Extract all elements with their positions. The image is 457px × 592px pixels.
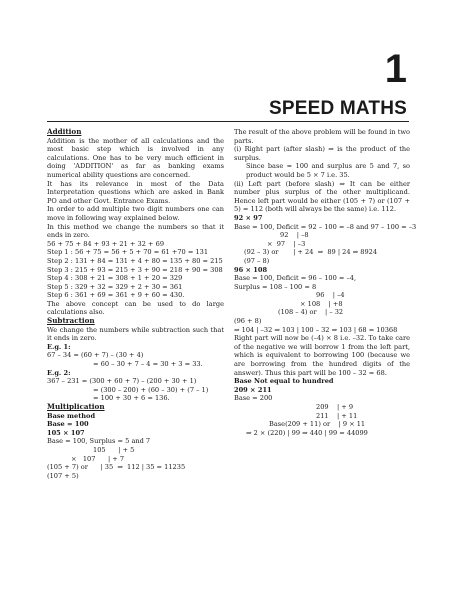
chapter-title: SPEED MATHS: [268, 98, 407, 119]
example-1-line-2: = 60 – 30 + 7 – 4 = 30 + 3 = 33.: [93, 360, 203, 369]
p3-row-4: (96 + 8): [234, 317, 262, 326]
problem-209x211: 209 × 211: [234, 385, 272, 394]
result-item-1-detail: Since base = 100 and surplus are 5 and 7, so product would be 5 × 7 i.e. 35.: [246, 162, 410, 179]
problem-3-result: ⇒ 104 | –32 ⇒ 103 | 100 – 32 ⇒ 103 | 68 = 10368: [234, 325, 398, 334]
p2-row-4: (97 – 8): [244, 256, 270, 265]
example-1-label: E.g. 1:: [47, 342, 71, 351]
problem-96x108: 96 × 108: [234, 265, 268, 274]
example-2-line-1: 367 – 231 = (300 + 60 + 7) – (200 + 30 + 1): [47, 377, 197, 386]
p3-row-3: (108 – 4) or | – 32: [278, 308, 344, 317]
step-line: Step 2 : 131 + 84 = 131 + 4 + 80 = 135 + 80 = 215: [47, 256, 223, 265]
base-100-label: Base = 100: [47, 420, 89, 429]
calc-row-4: (107 + 5): [47, 471, 79, 480]
p4-row-3: Base(209 + 11) or | 9 × 11: [269, 420, 366, 429]
addition-paragraph-4: In this method we change the numbers so that it ends in zero.: [47, 222, 224, 240]
example-2-label: E.g. 2:: [47, 368, 71, 377]
right-column: [234, 128, 417, 437]
step-line: Step 4 : 308 + 21 = 308 + 1 + 20 = 329: [47, 274, 183, 283]
subtraction-heading: Subtraction: [47, 316, 95, 326]
p2-row-2: × 97 | –3: [267, 239, 306, 248]
addition-paragraph-3: In order to add multiple two digit numbers one can move in following way explained below.: [47, 205, 224, 222]
example-2-line-2: = (300 – 200) + (60 – 30) + (7 – 1): [93, 385, 209, 394]
p3-row-1: 96 | –4: [316, 291, 345, 300]
problem-3-surplus: Surplus = 108 – 100 = 8: [234, 282, 317, 291]
addition-paragraph-1: Addition is the mother of all calculations and the most basic step which is involved in any calculations. One has to be very much efficient in doing 'ADDITION' as far as banking exams numerical ability questions are concerned.: [47, 136, 224, 179]
problem-2-base: Base = 100, Deficit = 92 – 100 = –8 and 97 – 100 = –3: [234, 222, 417, 231]
p2-row-1: 92 | –8: [280, 231, 309, 240]
subtraction-paragraph: We change the numbers while subtraction such that it ends in zero.: [47, 325, 224, 343]
step-line: Step 1 : 56 + 75 = 56 + 5 + 70 = 61 +70 = 131: [47, 248, 209, 257]
chapter-number: 1: [384, 47, 407, 91]
p2-row-3: (92 – 3) or | + 24 ⇒ 89 | 24 ⇒ 8924: [244, 248, 378, 257]
problem-3-explanation: Right part will now be (–4) × 8 i.e. –32. To take care of the negative we will borrow 1 from the left part, which is equivalent to borrowing 100 (because we are borrowing from the hundred digits of the answer). Thus this part will be 100 – 32 = 68.: [234, 334, 410, 377]
problem-4-result: ⇒ 2 × (220) | 99 ⇒ 440 | 99 = 44099: [246, 428, 368, 437]
addition-heading: Addition: [47, 127, 82, 136]
step-line: Step 5 : 329 + 32 = 329 + 2 + 30 = 361: [47, 282, 183, 291]
calc-row-2: × 107 | + 7: [71, 454, 125, 463]
addition-problem: 56 + 75 + 84 + 93 + 21 + 32 + 69: [47, 239, 165, 248]
addition-paragraph-2: It has its relevance in most of the Data Interpretation questions which are asked in Bank PO and other Govt. Entrance Exams.: [47, 179, 224, 205]
calc-row-1: 105 | + 5: [93, 445, 135, 454]
left-column: [47, 128, 224, 480]
p4-row-2: 211 | + 11: [316, 411, 358, 420]
title-rule: [47, 121, 409, 122]
result-paragraph: The result of the above problem will be found in two parts.: [234, 128, 410, 145]
example-1-line-1: 67 – 34 = (60 + 7) – (30 + 4): [47, 351, 144, 360]
p4-row-1: 209 | + 9: [316, 403, 354, 411]
addition-conclusion: The above concept can be used to do large calculations also.: [47, 299, 224, 317]
base-not-hundred-heading: Base Not equal to hundred: [234, 377, 334, 386]
problem-4-base: Base = 200: [234, 394, 273, 403]
calc-row-3: (105 + 7) or | 35 ⇒ 112 | 35 = 11235: [47, 463, 186, 472]
problem-3-base: Base = 100, Deficit = 96 – 100 = –4,: [234, 274, 357, 283]
base-surplus-text: Base = 100, Surplus = 5 and 7: [47, 437, 151, 446]
example-2-line-3: = 100 + 30 + 6 = 136.: [93, 394, 170, 403]
step-line: Step 6 : 361 + 69 = 361 + 9 + 60 = 430.: [47, 291, 185, 300]
result-item-1: (i) Right part (after slash) ⇒ is the product of the surplus.: [234, 145, 410, 162]
p3-row-2: × 108 | +8: [300, 299, 343, 308]
problem-92x97: 92 × 97: [234, 213, 263, 222]
multiplication-heading: Multiplication: [47, 402, 105, 411]
step-line: Step 3 : 215 + 93 = 215 + 3 + 90 = 218 + 90 = 308: [47, 265, 223, 274]
base-method-label: Base method: [47, 411, 96, 420]
result-item-2: (ii) Left part (before slash) ⇒ It can be either number plus surplus of the other multiplicand. Hence left part would be either (105 + 7) or (107 + 5) = 112 (both will always be the same) i.e. 112.: [234, 179, 410, 214]
problem-105x107: 105 × 107: [47, 428, 85, 437]
